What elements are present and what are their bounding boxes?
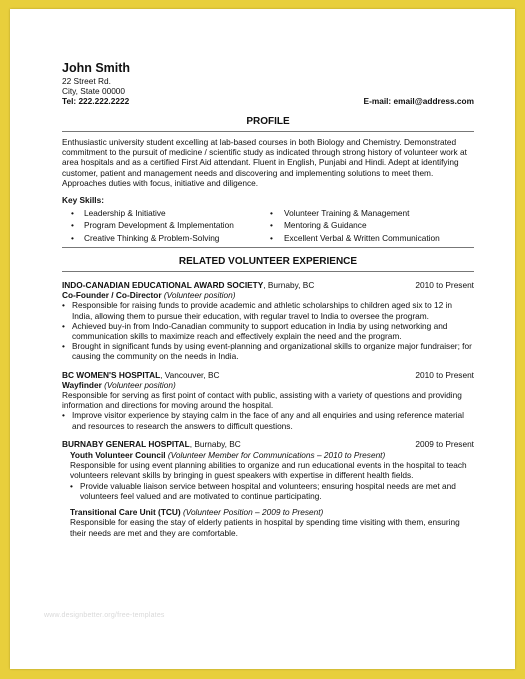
organization-location: , Burnaby, BC bbox=[189, 438, 241, 449]
role-position: (Volunteer position) bbox=[104, 379, 176, 390]
entry-bullets bbox=[70, 481, 474, 501]
entry-header bbox=[62, 370, 474, 380]
role-line bbox=[70, 507, 474, 517]
skill-item: • Program Development & Implementation bbox=[62, 220, 268, 230]
experience-entry bbox=[62, 370, 474, 431]
experience-entry bbox=[62, 439, 474, 538]
role-line bbox=[62, 290, 474, 300]
entry-dates: 2009 to Present bbox=[415, 438, 474, 449]
resume-page bbox=[10, 9, 515, 669]
skill-item: • Excellent Verbal & Written Communication bbox=[268, 233, 474, 243]
entry-dates: 2010 to Present bbox=[415, 369, 474, 380]
bullet-item: • Provide valuable liaison service between hospital and volunteers; ensuring hospital needs are met and volunteers feel valued and are motivated to continue participating. bbox=[70, 481, 474, 501]
entry-org-line bbox=[62, 280, 314, 290]
key-skills-label: Key Skills: bbox=[62, 194, 104, 205]
experience-entry bbox=[62, 280, 474, 362]
entry-dates: 2010 to Present bbox=[415, 280, 474, 291]
street-address: 22 Street Rd. bbox=[62, 76, 111, 86]
organization-location: , Vancouver, BC bbox=[160, 369, 220, 380]
entry-bullets bbox=[62, 300, 474, 361]
profile-summary: Enthusiastic university student excelling at lab-based courses in both Biology and Chemistry. Demonstrated commitment to the pursuit of medicine / scientific study as indicated through strong history of volunteer work at area hospitals and as a certified First Aid attendant. Fluent in English, Punjabi and Hindi. Adept at identifying customer, patient and management needs and discovering and implementing solutions to meet them. Approaches duties with focus, initiative and diligence. bbox=[62, 136, 467, 188]
bullet-item: • Achieved buy-in from Indo-Canadian community to support education in India by using networking and communication skills to maximize reach and effectively explain the need and the program. bbox=[62, 321, 474, 341]
email: E-mail: email@address.com bbox=[363, 96, 474, 107]
role-title: Transitional Care Unit (TCU) bbox=[70, 507, 181, 518]
skill-item: • Volunteer Training & Management bbox=[268, 208, 474, 218]
entry-org-line bbox=[62, 370, 220, 380]
experience-heading: RELATED VOLUNTEER EXPERIENCE bbox=[62, 256, 474, 272]
role-title: Youth Volunteer Council bbox=[70, 450, 166, 461]
resume-content bbox=[62, 61, 474, 538]
skill-item: • Mentoring & Guidance bbox=[268, 220, 474, 230]
sub-role-block bbox=[62, 507, 474, 538]
key-skills-list bbox=[62, 208, 474, 243]
role-title: Wayfinder bbox=[62, 379, 102, 390]
entry-description: Responsible for easing the stay of elderly patients in hospital by spending time visiting with them, ensuring their needs are met and they are comfortable. bbox=[70, 517, 460, 538]
entry-description: Responsible for serving as first point of contact with public, assisting with a variety of questions and providing information and directions for moving around the hospital. bbox=[62, 390, 462, 411]
bullet-item: • Responsible for raising funds to provide academic and athletic scholarships to children aged six to 12 in India, allowing them to pursue their education, with regular travel to India to oversee the program. bbox=[62, 300, 474, 320]
organization-name: BURNABY GENERAL HOSPITAL bbox=[62, 438, 190, 449]
contact-row bbox=[62, 96, 474, 106]
skill-item: • Creative Thinking & Problem-Solving bbox=[62, 233, 268, 243]
organization-name: BC WOMEN'S HOSPITAL bbox=[62, 369, 161, 380]
role-line bbox=[70, 450, 474, 460]
role-position: (Volunteer position) bbox=[163, 290, 236, 301]
watermark: www.designbetter.org/free-templates bbox=[44, 612, 165, 619]
applicant-name: John Smith bbox=[62, 61, 131, 75]
role-position: (Volunteer Member for Communications – 2010 to Present) bbox=[167, 450, 386, 461]
entry-org-line bbox=[62, 439, 241, 449]
skill-item: • Leadership & Initiative bbox=[62, 208, 268, 218]
telephone: Tel: 222.222.2222 bbox=[62, 96, 130, 107]
role-position: (Volunteer Position – 2009 to Present) bbox=[182, 507, 324, 518]
entry-header bbox=[62, 439, 474, 449]
sub-role-block bbox=[62, 450, 474, 501]
divider bbox=[62, 247, 474, 248]
entry-description: Responsible for using event planning abilities to organize and run educational events in the hospital to teach volunteers relevant skills by bringing in guest speakers with expertise in different health fields. bbox=[70, 460, 467, 481]
role-line bbox=[62, 380, 474, 390]
role-title: Co-Founder / Co-Director bbox=[62, 290, 162, 301]
bullet-item: • Improve visitor experience by staying calm in the face of any and all enquiries and using reference material and resources to research the answers to difficult questions. bbox=[62, 410, 474, 430]
city-state: City, State 00000 bbox=[62, 86, 126, 97]
organization-name: INDO-CANADIAN EDUCATIONAL AWARD SOCIETY bbox=[62, 280, 264, 291]
bullet-item: • Brought in significant funds by using event-planning and organizational skills to organize major fundraiser; for causing the community on the needs in India. bbox=[62, 341, 474, 361]
entry-header bbox=[62, 280, 474, 290]
organization-location: , Burnaby, BC bbox=[263, 280, 315, 291]
profile-heading: PROFILE bbox=[62, 116, 474, 132]
entry-bullets bbox=[62, 410, 474, 430]
